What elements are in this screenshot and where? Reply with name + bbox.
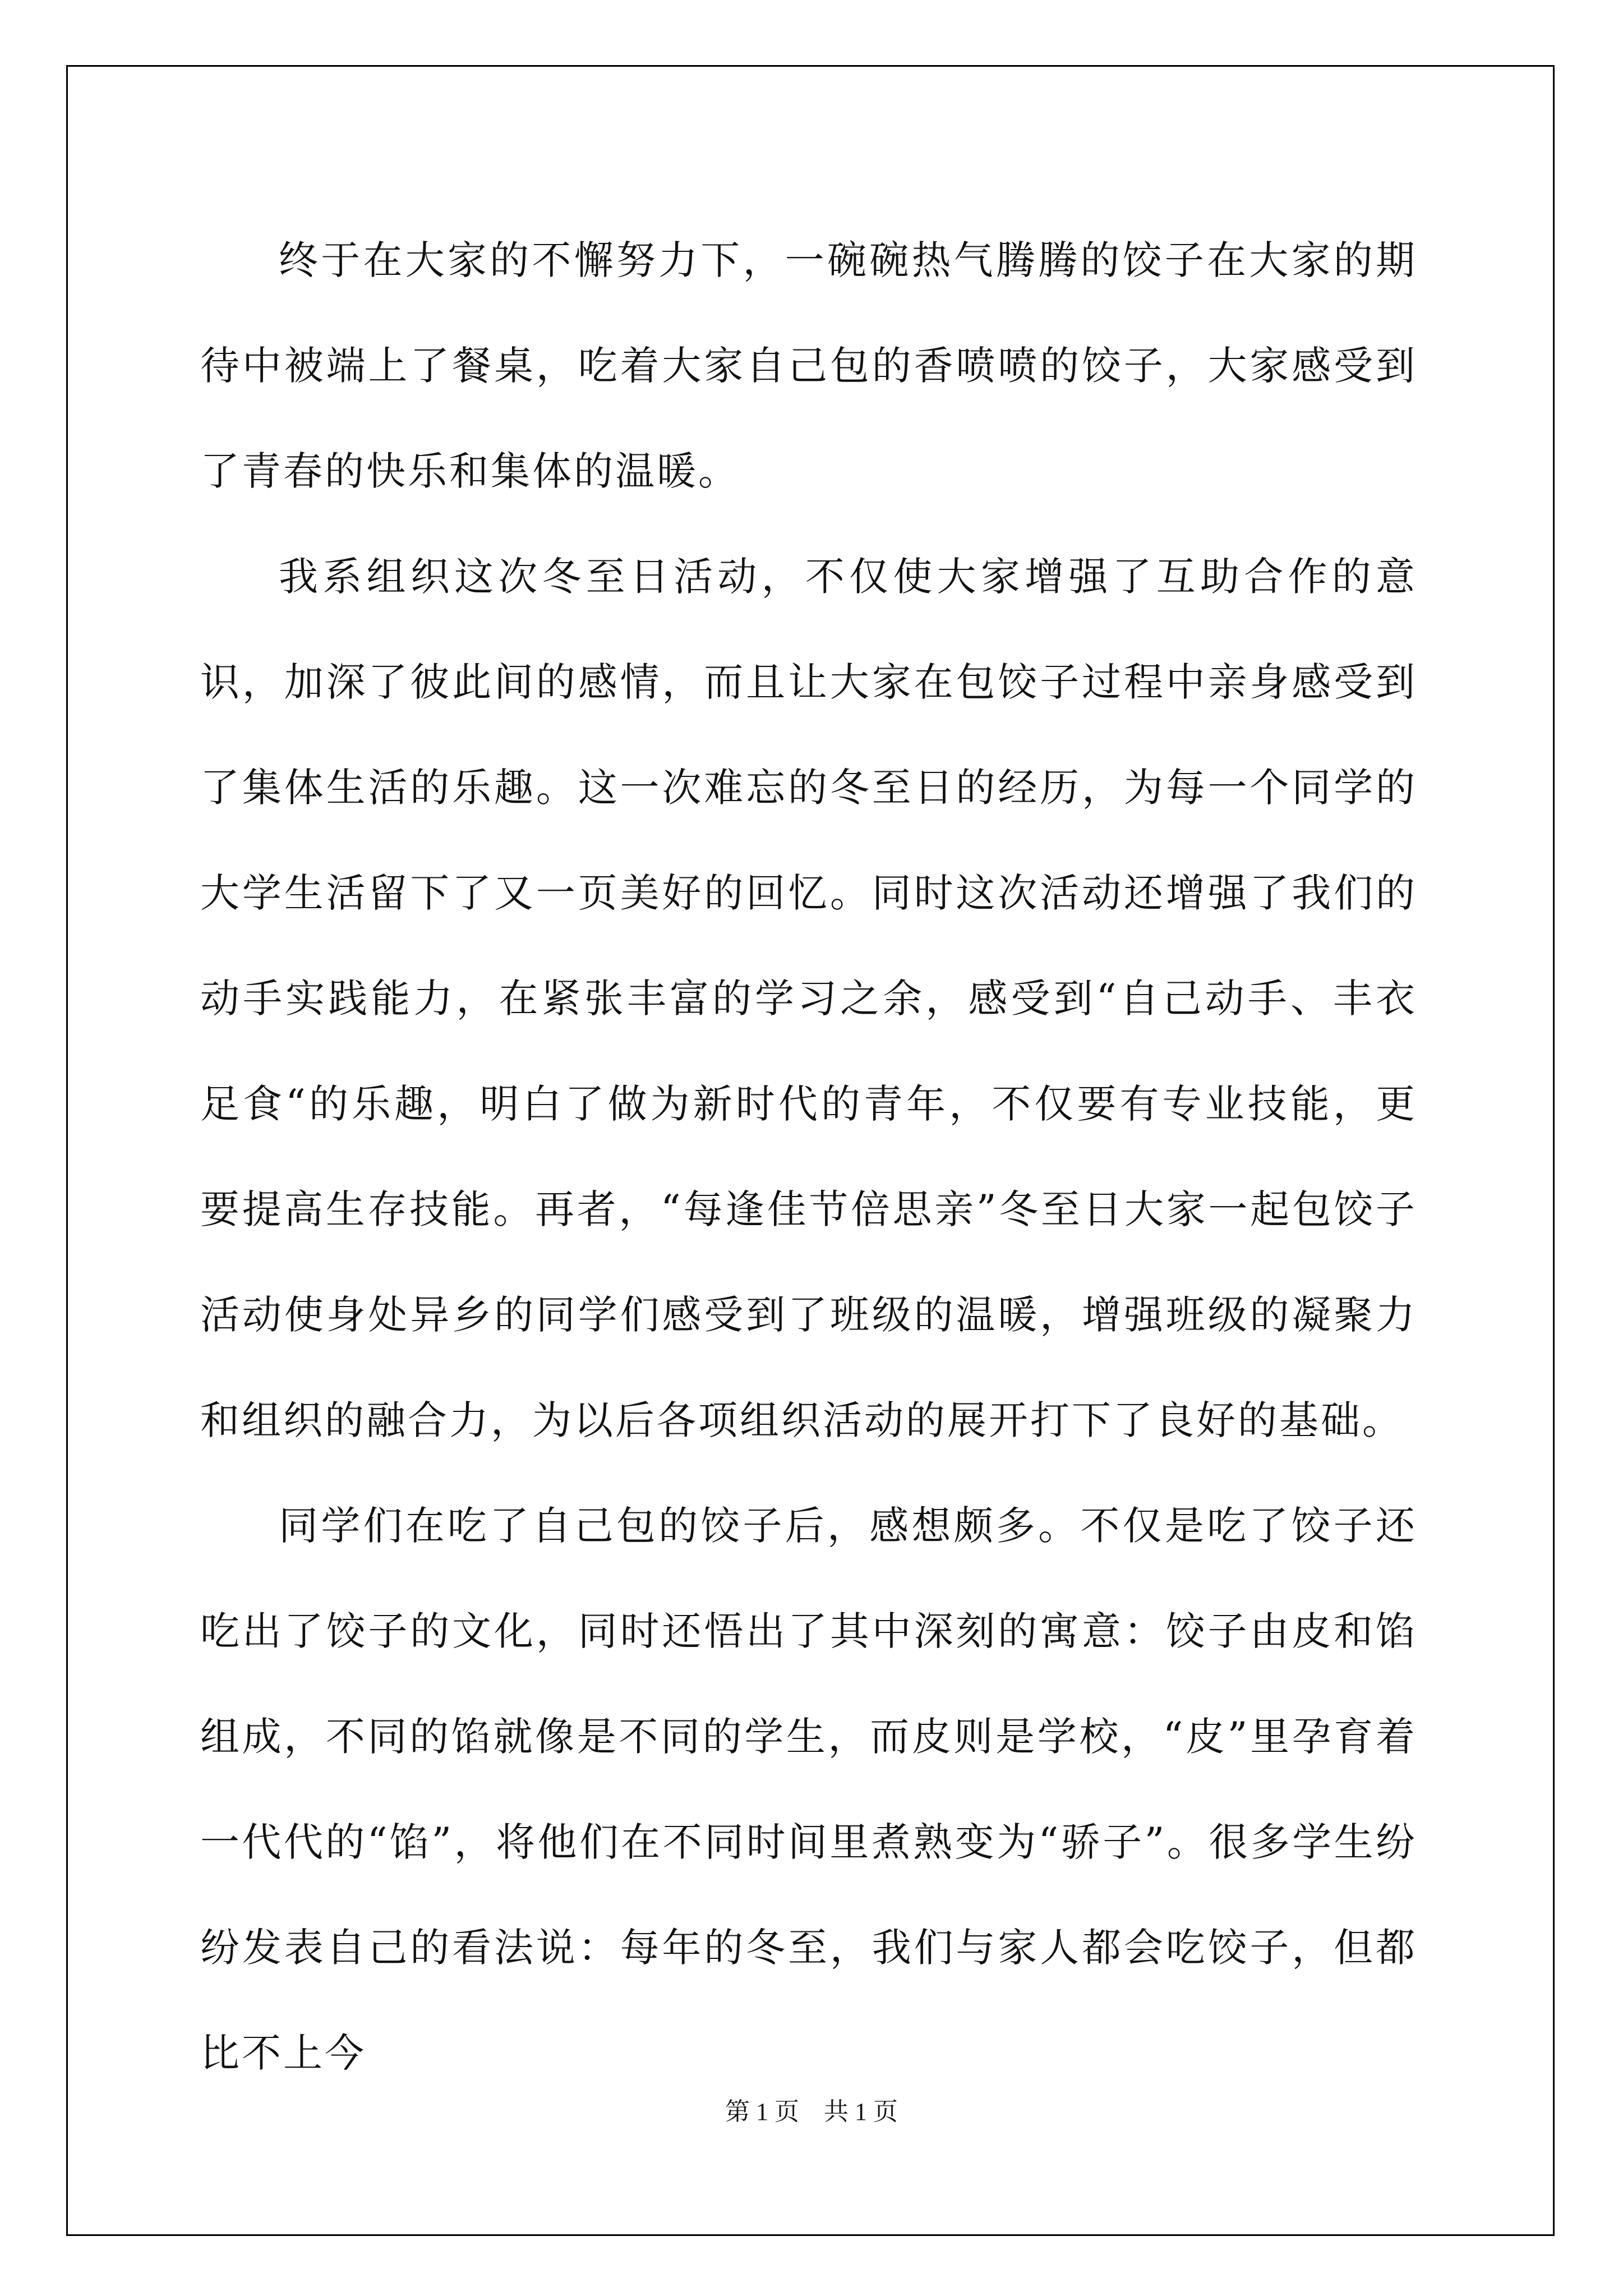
page-footer: 第 1 页 共 1 页 <box>725 2098 898 2125</box>
paragraph-2: 我系组织这次冬至日活动，不仅使大家增强了互助合作的意识，加深了彼此间的感情，而且让大家在包饺子过程中亲身感受到了集体生活的乐趣。这一次难忘的冬至日的经历，为每一个同学的大学生活留下了又一页美好的回忆。同时这次活动还增强了我们的动手实践能力，在紧张丰富的学习之余，感受到“自己动手、丰衣足食“的乐趣，明白了做为新时代的青年，不仅要有专业技能，更要提高生存技能。再者，“每逢佳节倍思亲”冬至日大家一起包饺子活动使身处异乡的同学们感受到了班级的温暖，增强班级的凝聚力和组织的融合力，为以后各项组织活动的展开打下了良好的基础。 <box>200 554 1417 1443</box>
paragraph-3: 同学们在吃了自己包的饺子后，感想颇多。不仅是吃了饺子还吃出了饺子的文化，同时还悟出了其中深刻的寓意：饺子由皮和馅组成，不同的馅就像是不同的学生，而皮则是学校，“皮”里孕育着一代代的“馅”，将他们在不同时间里煮熟变为“骄子”。很多学生纷纷发表自己的看法说：每年的冬至，我们与家人都会吃饺子，但都比不上今 <box>200 1503 1417 2076</box>
document-body <box>200 208 1417 2106</box>
paragraph-1: 终于在大家的不懈努力下，一碗碗热气腾腾的饺子在大家的期待中被端上了餐桌，吃着大家自己包的香喷喷的饺子，大家感受到了青春的快乐和集体的温暖。 <box>200 237 1417 494</box>
